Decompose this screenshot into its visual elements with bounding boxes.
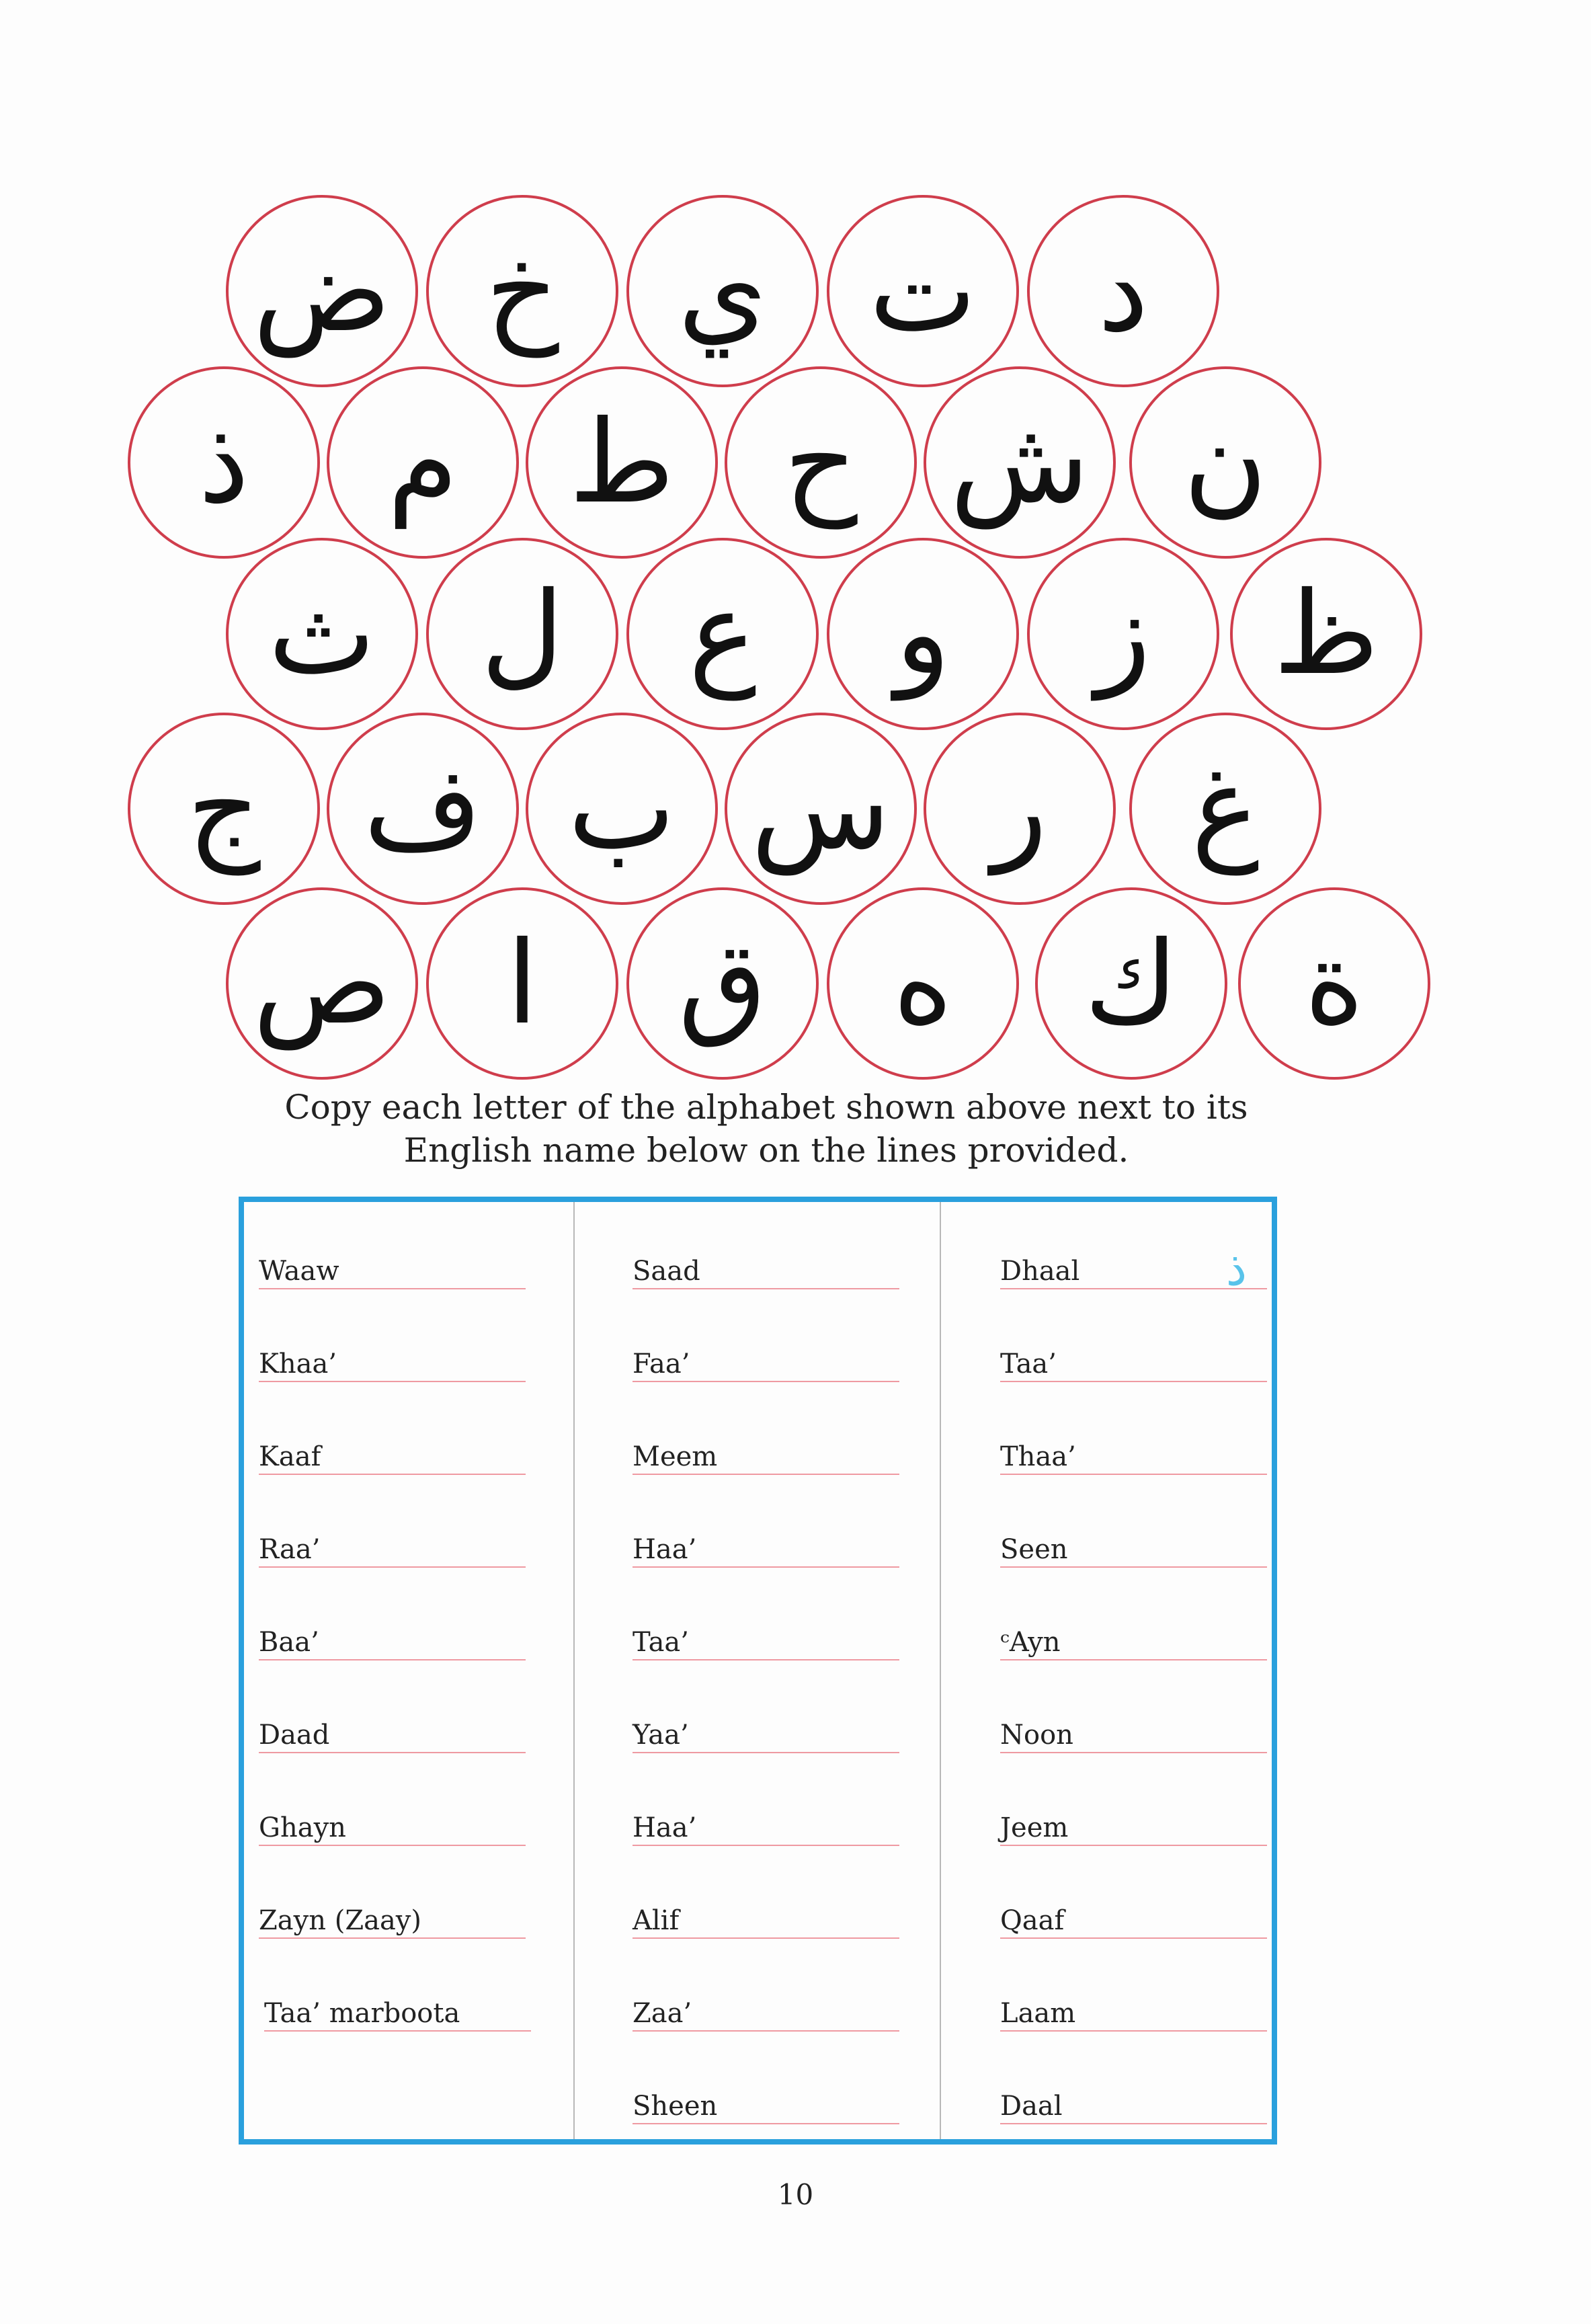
write-line <box>1000 1845 1267 1846</box>
answer-entry[interactable] <box>633 1799 899 1853</box>
write-line <box>633 1566 899 1568</box>
letter-name: Haa’ <box>633 1812 697 1843</box>
letter-circle: ل <box>426 538 618 730</box>
answer-entry[interactable] <box>1000 1242 1267 1296</box>
instruction-line-1: Copy each letter of the alphabet shown above next to its <box>284 1088 1248 1127</box>
answer-entry[interactable] <box>259 1799 526 1853</box>
letter-name: Thaa’ <box>1000 1441 1076 1472</box>
answer-entry[interactable] <box>633 1521 899 1574</box>
letter-circle: غ <box>1129 713 1321 905</box>
letter-name: Yaa’ <box>633 1720 689 1751</box>
answer-entry[interactable] <box>259 1242 526 1296</box>
answer-entry[interactable] <box>1000 1613 1267 1667</box>
write-line <box>633 1845 899 1846</box>
write-line <box>1000 2030 1267 2032</box>
write-line <box>633 1937 899 1939</box>
letter-circle: ب <box>526 713 718 905</box>
write-line <box>1000 1659 1267 1660</box>
write-line <box>259 1845 526 1846</box>
answer-entry[interactable] <box>633 1613 899 1667</box>
letter-name: Khaa’ <box>259 1349 337 1379</box>
column-divider <box>573 1202 575 2139</box>
answer-entry[interactable] <box>1000 1985 1267 2038</box>
write-line <box>264 2030 531 2032</box>
letter-circle: ط <box>526 366 718 559</box>
letter-name: Dhaal <box>1000 1256 1080 1287</box>
write-line <box>259 1937 526 1939</box>
column-divider <box>940 1202 941 2139</box>
letter-name: Seen <box>1000 1534 1068 1565</box>
letter-circle: ث <box>226 538 418 730</box>
letter-circle: ض <box>226 195 418 387</box>
page-number: 10 <box>777 2178 814 2211</box>
letter-name: Laam <box>1000 1998 1076 2029</box>
letter-name: Alif <box>633 1905 680 1936</box>
instruction-line-2: English name below on the lines provided. <box>403 1131 1129 1170</box>
answer-entry[interactable] <box>1000 1428 1267 1482</box>
letter-circle: ي <box>626 195 819 387</box>
write-line <box>1000 1474 1267 1475</box>
letter-circle: م <box>327 366 519 559</box>
letter-name: Haa’ <box>633 1534 697 1565</box>
instruction-text <box>269 1086 1264 1172</box>
letter-name: ᶜAyn <box>1000 1627 1061 1658</box>
letter-circle: ت <box>827 195 1019 387</box>
letter-name: Baa’ <box>259 1627 319 1658</box>
letter-name: Taa’ <box>1000 1349 1057 1379</box>
write-line <box>633 1659 899 1660</box>
letter-name: Raa’ <box>259 1534 321 1565</box>
letter-circle: ا <box>426 887 618 1080</box>
write-line <box>259 1659 526 1660</box>
answer-entry[interactable] <box>633 1985 899 2038</box>
letter-circle: ق <box>626 887 819 1080</box>
write-line <box>1000 1752 1267 1753</box>
letter-circle: ر <box>924 713 1116 905</box>
letter-name: Ghayn <box>259 1812 346 1843</box>
letter-circle: ك <box>1035 887 1227 1080</box>
answer-entry[interactable] <box>259 1892 526 1946</box>
letter-circle: د <box>1027 195 1219 387</box>
write-line <box>259 1752 526 1753</box>
letter-circle: ة <box>1238 887 1430 1080</box>
letter-name: Faa’ <box>633 1349 690 1379</box>
letter-name: Daad <box>259 1720 330 1751</box>
letter-circle: ظ <box>1230 538 1422 730</box>
answer-entry[interactable] <box>633 1428 899 1482</box>
answer-table <box>239 1197 1277 2145</box>
letter-circle: ز <box>1027 538 1219 730</box>
letter-circle: ه <box>827 887 1019 1080</box>
letter-circle: خ <box>426 195 618 387</box>
letter-name: Zayn (Zaay) <box>259 1905 422 1936</box>
letter-circle: س <box>725 713 917 905</box>
answer-entry[interactable] <box>264 1985 531 2038</box>
answer-entry[interactable] <box>1000 2077 1267 2131</box>
write-line <box>633 1288 899 1289</box>
letter-name: Sheen <box>633 2091 718 2122</box>
letter-circle: ج <box>128 713 320 905</box>
answer-entry[interactable] <box>1000 1706 1267 1760</box>
letter-name: Taa’ marboota <box>264 1998 460 2029</box>
letter-name: Daal <box>1000 2091 1063 2122</box>
sample-answer: ذ <box>1225 1241 1247 1296</box>
answer-entry[interactable] <box>259 1613 526 1667</box>
write-line <box>633 1381 899 1382</box>
answer-entry[interactable] <box>1000 1892 1267 1946</box>
letter-circle: ع <box>626 538 819 730</box>
answer-entry[interactable] <box>259 1335 526 1389</box>
letter-circle: ف <box>327 713 519 905</box>
letter-name: Noon <box>1000 1720 1073 1751</box>
letter-circle: ش <box>924 366 1116 559</box>
answer-entry[interactable] <box>259 1428 526 1482</box>
letter-name: Kaaf <box>259 1441 321 1472</box>
answer-entry[interactable] <box>633 1706 899 1760</box>
letter-circles <box>0 0 1591 1089</box>
letter-circle: ح <box>725 366 917 559</box>
letter-name: Meem <box>633 1441 718 1472</box>
answer-entry[interactable] <box>1000 1521 1267 1574</box>
answer-entry[interactable] <box>259 1521 526 1574</box>
write-line <box>1000 1566 1267 1568</box>
write-line <box>259 1566 526 1568</box>
letter-circle: ذ <box>128 366 320 559</box>
letter-name: Saad <box>633 1256 700 1287</box>
letter-circle: و <box>827 538 1019 730</box>
answer-entry[interactable] <box>1000 1799 1267 1853</box>
answer-entry[interactable] <box>259 1706 526 1760</box>
write-line <box>633 1752 899 1753</box>
write-line <box>1000 2123 1267 2124</box>
answer-entry[interactable] <box>633 2077 899 2131</box>
letter-name: Jeem <box>1000 1812 1069 1843</box>
write-line <box>259 1381 526 1382</box>
letter-name: Waaw <box>259 1256 339 1287</box>
letter-name: Zaa’ <box>633 1998 692 2029</box>
write-line <box>633 1474 899 1475</box>
letter-circle: ص <box>226 887 418 1080</box>
letter-circle: ن <box>1129 366 1321 559</box>
write-line <box>259 1474 526 1475</box>
letter-name: Qaaf <box>1000 1905 1065 1936</box>
write-line <box>1000 1937 1267 1939</box>
answer-entry[interactable] <box>633 1892 899 1946</box>
answer-entry[interactable] <box>633 1335 899 1389</box>
write-line <box>259 1288 526 1289</box>
write-line <box>1000 1381 1267 1382</box>
answer-entry[interactable] <box>633 1242 899 1296</box>
write-line <box>633 2123 899 2124</box>
letter-name: Taa’ <box>633 1627 689 1658</box>
write-line <box>633 2030 899 2032</box>
answer-entry[interactable] <box>1000 1335 1267 1389</box>
